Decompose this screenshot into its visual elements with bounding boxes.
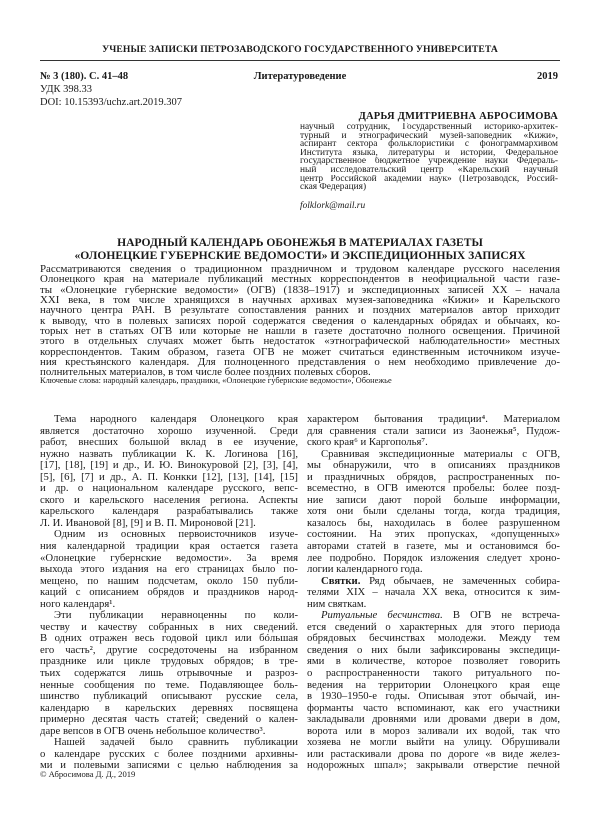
text-line: к выводу, что в полевых записях порой содержатся сведения о календарных обрядах и обычаях, ко-	[40, 315, 560, 327]
issue-info: № 3 (180). С. 41–48	[40, 71, 129, 82]
text-line: примерно десятая часть статей; сведений о кален-	[40, 714, 298, 726]
text-line: научный сотрудник, Государственный историко-архитек-	[300, 123, 558, 132]
text-line: закладывали дровнями или дровами двери в дом,	[307, 714, 560, 726]
text-line: каций с описанием обрядов и праздников народ-	[40, 587, 298, 599]
text-line: Сравнивая экспедиционные материалы с ОГВ,	[321, 448, 560, 460]
text-line: лее подробно. Порядок изложения следует хроно-	[307, 552, 560, 564]
text-line: ненные сообщения по теме. Подавляющее боль-	[40, 679, 298, 691]
text-line: [17], [18], [19] и др., И. Ю. Винокуровой [2], [3], [4],	[40, 460, 298, 472]
text-line: Олонецкого края на материале публикаций местных корреспондентов в неофициальной части газе-	[40, 274, 560, 285]
text-line: Л. И. Ивановой [8], [9] и В. П. Мироновой [21].	[40, 517, 256, 529]
text-line: ведения на территории Олонецкого края еще	[307, 679, 560, 691]
text-line: аспирант сектора фольклористики с фонограммархивом	[300, 140, 558, 149]
keywords: Ключевые слова: народный календарь, праздники, «Олонецкие губернские ведомости», Обонежье	[40, 376, 392, 385]
run-in-heading: Святки.	[321, 575, 361, 587]
author-email[interactable]: folklork@mail.ru	[300, 201, 366, 211]
text-line: празднике или цикле трудовых обрядов; в тре-	[40, 656, 298, 668]
text-line: о распространенности такого ритуального по-	[307, 668, 560, 680]
text-line: [5], [6], [7] и др., А. П. Конкки [12], [13], [14], [15]	[40, 471, 298, 483]
text-line: ный исследовательский центр «Карельский научный	[300, 165, 558, 175]
text-line: для сравнения стали записи из Заонежья⁵, Пудож-	[307, 425, 560, 437]
text-line: XXI века, в том числе хранящихся в научных архивах музея-заповедника «Кижи» и Карельского	[40, 295, 560, 306]
text-line: о календаре русских с более поздними архивны-	[40, 748, 298, 760]
text-line: Эти публикации неравноценны по коли-	[54, 610, 298, 622]
text-line: и праздничных обрядов, распространенных по-	[307, 471, 560, 483]
title-line: «ОЛОНЕЦКИЕ ГУБЕРНСКИЕ ВЕДОМОСТИ» И ЭКСПЕДИЦИОННЫХ ЗАПИСЯХ	[74, 249, 526, 262]
text-line: ним святкам.	[307, 598, 367, 610]
text-line: его часть², другие сосредоточены на избранном	[40, 644, 298, 656]
issue-year: 2019	[537, 71, 558, 82]
text-line: «Олонецкие губернские ведомости». За время	[40, 552, 298, 564]
line-text: В ОГВ не встреча-	[442, 610, 560, 622]
text-line: выхода этого издания на его страницах было по-	[40, 564, 298, 576]
run-in-heading: Ритуальные бесчинства.	[321, 610, 443, 622]
text-line	[307, 610, 560, 622]
text-line: Нашей задачей было сравнить публикации	[54, 737, 298, 749]
text-line: научного центра РАН. В результате сопоставления ранних и поздних материалов автор приходит	[40, 305, 560, 316]
text-line: ская Федерация)	[300, 183, 367, 192]
text-line: мещено, по нашим подсчетам, около 150 публи-	[40, 575, 298, 587]
text-line: ние записи дают порой больше информации,	[307, 494, 560, 506]
text-line: всеместно, в ОГВ имеются пробелы: более позд-	[307, 483, 560, 495]
text-line: этого в отдельных случаях может быть недостаток «этнографической наблюдательности» местных	[40, 336, 560, 347]
text-line: форманты часто вспоминают, как его участники	[307, 702, 560, 714]
text-line: В одних отражен весь годовой цикл или бóльшая	[40, 633, 298, 645]
text-line: нужно назвать публикации К. К. Логинова [16],	[40, 448, 298, 460]
text-line: тьих содержатся лишь отрывочные и разроз-	[40, 668, 298, 680]
text-line: ты «Олонецкие губернские ведомости» (ОГВ) (1838–1917) и экспедиционных записей XX – начала	[40, 284, 560, 296]
line-text: Ряд обычаев, не замеченных собира-	[360, 575, 560, 587]
text-line: турный и этнографический музей-заповедник «Кижи»,	[300, 131, 558, 141]
text-line: хотя они были сделаны тогда, когда традиция,	[307, 506, 560, 518]
text-line: обрядовых бесчинствах молодежи. Между тем	[307, 633, 560, 645]
text-line: авторами статей в газете, мы и остановимся бо-	[307, 541, 560, 553]
section-name: Литературоведение	[253, 71, 347, 82]
text-line: даре вепсов в ОГВ очень небольшое количество³.	[40, 725, 266, 737]
title-line: НАРОДНЫЙ КАЛЕНДАРЬ ОБОНЕЖЬЯ В МАТЕРИАЛАХ ГАЗЕТЫ	[117, 236, 483, 249]
text-line: корреспондентов. Таким образом, газета ОГВ не может считаться единственным источником изуче-	[40, 346, 560, 358]
text-line: нодорожных шпал»; закрывали отверстие печной	[307, 760, 560, 772]
text-line: хозяева не могли выйти на улицу. Обрушивали	[307, 737, 560, 749]
text-line: ского края⁶ и Каргополья⁷.	[307, 437, 428, 449]
text-line: Тема народного календаря Олонецкого края	[54, 414, 298, 425]
text-line: мы обнаружили, что в описаниях праздников	[307, 460, 560, 472]
text-line: является достаточно хорошо изученной. Среди	[40, 425, 298, 437]
text-line: ями в количестве, которое позволяет говорить	[307, 656, 560, 668]
text-line: ворота или в мороз заливали их водой, так что	[307, 725, 560, 737]
text-line: государственное бюджетное учреждение науки Федераль-	[300, 157, 558, 166]
author-affiliation	[300, 123, 558, 192]
text-line: Рассматриваются сведения о традиционном праздничном и трудовом календаре русского населения	[40, 264, 560, 275]
text-line: календарю в карельских деревнях посвящена	[40, 702, 298, 714]
text-line: шинство публикаций описывают русские села,	[40, 691, 298, 703]
text-line: состоянии. На этих пропусках, «допущенных»	[307, 529, 560, 541]
text-line: ния крестьянского календаря. Для полноценного представления о нем необходимо привлечение до-	[40, 357, 560, 368]
article-title	[40, 236, 560, 262]
text-line: ется сведений о характерных для этого периода	[307, 621, 560, 633]
text-line: ного календаря¹.	[40, 598, 116, 610]
text-line: или растаскивали дрова по дороге «в виде желез-	[307, 748, 560, 760]
copyright: © Абросимова Д. Д., 2019	[40, 769, 136, 779]
text-line: ского и карельского населения региона. Аспекты	[40, 494, 298, 506]
abstract	[40, 264, 560, 378]
text-line: в 1930–1950-е годы. Описывая этот обычай, ин-	[307, 691, 560, 703]
text-line	[307, 576, 560, 588]
text-line: торых нет в статьях ОГВ или которые не нашли в газете достаточно полного освещения. Причиной	[40, 326, 560, 337]
text-line: Института языка, литературы и истории, Федеральное	[300, 148, 558, 158]
text-line: сведения о них были зафиксированы экспедици-	[307, 644, 560, 656]
text-line: характером бытования традиции⁴. Материалом	[307, 414, 560, 425]
text-line: честву и качеству собранных в них сведений.	[40, 621, 298, 633]
text-line: ми и полевыми записями с целью наблюдения за	[40, 760, 298, 772]
body-column-right	[307, 414, 560, 772]
author-name: ДАРЬЯ ДМИТРИЕВНА АБРОСИМОВА	[358, 111, 558, 122]
text-line: полнительных материалов, в том числе более поздних полевых сборов.	[40, 367, 371, 378]
text-line: казалось бы, находилась в более разрушенном	[307, 517, 560, 529]
journal-title: УЧЕНЫЕ ЗАПИСКИ ПЕТРОЗАВОДСКОГО ГОСУДАРСТВЕННОГО УНИВЕРСИТЕТА	[102, 44, 498, 55]
text-line: логии календарного года.	[307, 564, 423, 576]
header-rule	[40, 60, 560, 61]
doi[interactable]: DOI: 10.15393/uchz.art.2019.307	[40, 97, 183, 108]
text-line: ния календарной традиции края остается газета	[40, 541, 298, 553]
text-line: телями XIX – начала XX века, относится к зим-	[307, 587, 560, 599]
body-column-left	[40, 414, 298, 772]
text-line: карельского календаря разрабатывались также	[40, 506, 298, 518]
udk-code: УДК 398.33	[40, 84, 93, 95]
text-line: центр Российской академии наук» (Петрозаводск, Россий-	[300, 174, 558, 184]
text-line: работ, внесших большой вклад в ее изучение,	[40, 437, 298, 449]
text-line: и др. о национальном календаре русского, вепс-	[40, 483, 298, 495]
text-line: Одним из основных первоисточников изуче-	[54, 529, 298, 541]
